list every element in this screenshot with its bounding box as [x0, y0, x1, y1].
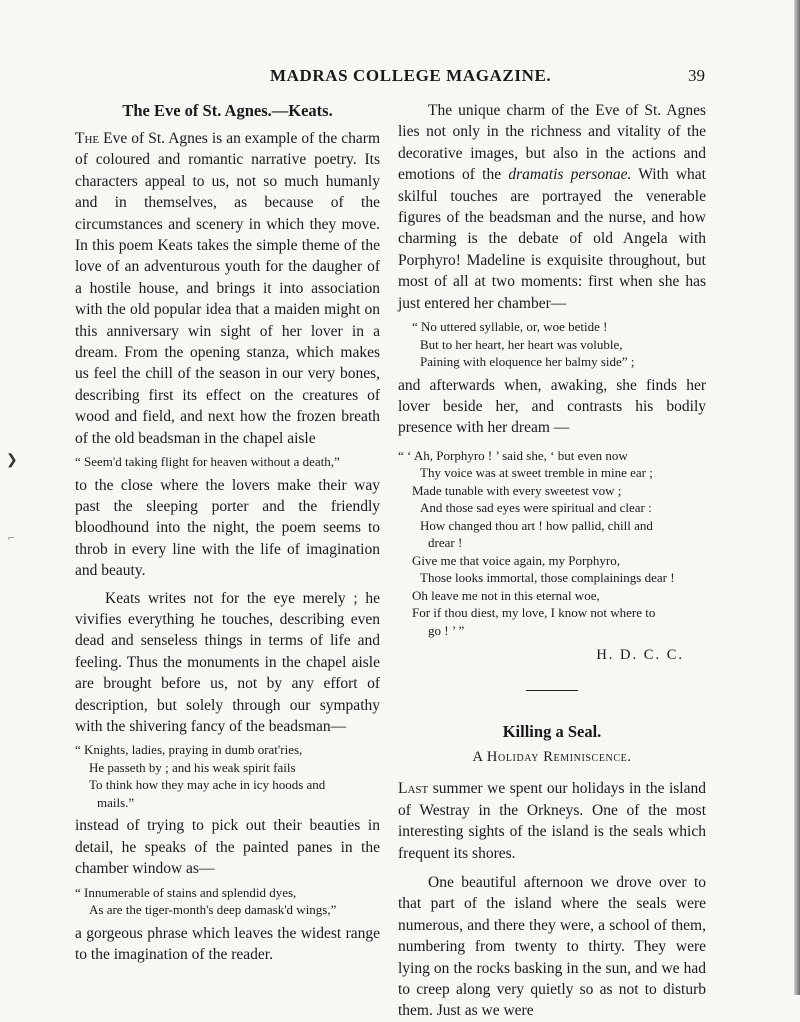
seal-paragraph-1 — [398, 778, 706, 864]
quote-1 — [75, 453, 380, 471]
paragraph-1 — [75, 128, 380, 449]
quote-line: He passeth by ; and his weak spirit fails — [89, 759, 296, 775]
article-subtitle: A Holiday Reminiscence. — [472, 749, 632, 766]
quote-line: go ! ’ ” — [428, 622, 465, 638]
quote-line: mails.” — [97, 794, 135, 810]
paragraph-1-text: Eve of St. Agnes is an example of the charm of coloured and romantic narrative poetry. Its characters appeal to us, not so much humanly and in themselves, as because of the circumstances and scenery in which they move. In this poem Keats takes the simple theme of the love of an adventurous youth for the daugher of a hostile house, and brings it into association with the old popular idea that a maiden might on this anniversary win sight of her lover in a dream. From the opening stanza, which makes us feel the chill of the season in our very bones, describing first its effect on the creatures of wood and field, and next how the frozen breath of the old beadsman in the chapel aisle — [75, 130, 380, 447]
quote-line: “ Knights, ladies, praying in dumb orat'ries, — [75, 742, 303, 758]
paragraph-7: and afterwards when, awaking, she finds her lover beside her, and contrasts his bodily presence with her dream — — [398, 376, 706, 437]
quote-line: “ Innumerable of stains and splendid dyes, — [75, 884, 297, 900]
quote-line: For if thou diest, my love, I know not where to — [412, 605, 656, 621]
article-title-killing-a-seal: Killing a Seal. — [502, 722, 602, 742]
quote-line: How changed thou art ! how pallid, chill and — [420, 517, 653, 533]
quote-line: “ ‘ Ah, Porphyro ! ’ said she, ‘ but even now — [398, 447, 628, 463]
quote-line: Made tunable with every sweetest vow ; — [412, 482, 622, 498]
quote-5 — [398, 447, 706, 640]
quote-line: Oh leave me not in this eternal woe, — [412, 587, 600, 603]
quote-line: “ Seem'd taking flight for heaven without a death,” — [75, 454, 340, 470]
paragraph-6-text-b: With what skilful touches are portrayed the venerable figures of the beadsman and the nurse, and how charming is the debate of old Angela with Porphyro! Madeline is exquisite throughout, but most of all at two moments: first when she has just entered her chamber— — [398, 166, 706, 312]
author-signature: H. D. C. C. — [596, 647, 684, 664]
quote-2 — [75, 741, 380, 811]
margin-mark: ❯ — [6, 453, 18, 468]
article-title-eve-of-st-agnes: The Eve of St. Agnes.—Keats. — [122, 101, 333, 120]
left-column — [75, 100, 380, 966]
seal-paragraph-2: One beautiful afternoon we drove over to that part of the island where the seals were numerous, and there they were, a school of them, numbering from twenty to thirty. They were lying on the rocks basking in the sun, and we had to creep along very quietly so as not to disturb them. Just as we were — [398, 873, 706, 1020]
page-edge-shadow — [794, 0, 800, 995]
quote-3 — [75, 884, 380, 919]
seal-paragraph-1-text: summer we spent our holidays in the island of Westray in the Orkneys. One of the most interesting sights of the island is the seals which frequent its shores. — [398, 780, 706, 862]
emphasis-dramatis-personae: dramatis personae. — [508, 166, 632, 184]
quote-line: And those sad eyes were spiritual and clear : — [420, 500, 652, 516]
quote-line: As are the tiger-month's deep damask'd wings,” — [89, 902, 337, 918]
right-column — [398, 100, 706, 1022]
quote-line: Those looks immortal, those complainings dear ! — [420, 570, 675, 586]
section-divider — [526, 690, 578, 691]
quote-4 — [398, 318, 706, 371]
paragraph-4: instead of trying to pick out their beauties in detail, he speaks of the painted panes in the chamber window as— — [75, 817, 380, 878]
margin-mark-small: ⌐ — [8, 532, 15, 544]
paragraph-5: a gorgeous phrase which leaves the widest range to the imagination of the reader. — [75, 924, 380, 964]
paragraph-3: Keats writes not for the eye merely ; he vivifies everything he touches, describing even dead and senseless things in terms of life and feeling. Thus the monuments in the chapel aisle are brought before us, not by any effort of description, but solely through our sympathy with the shivering fancy of the beadsman— — [75, 589, 380, 736]
quote-line: But to her heart, her heart was voluble, — [420, 336, 623, 352]
quote-line: To think how they may ache in icy hoods and — [89, 777, 326, 793]
dropcap-word: Last — [398, 780, 429, 798]
dropcap-word: The — [75, 130, 100, 147]
paragraph-2: to the close where the lovers make their way past the sleeping porter and the friendly bloodhound into the night, the poem seems to throb in every line with the life of imagination and beauty. — [75, 476, 380, 580]
running-head: MADRAS COLLEGE MAGAZINE. — [270, 66, 552, 85]
quote-line: drear ! — [428, 535, 463, 551]
quote-line: Thy voice was at sweet tremble in mine ear ; — [420, 465, 653, 481]
quote-line: Paining with eloquence her balmy side” ; — [420, 354, 635, 370]
paragraph-6-text-a: The unique charm of the Eve of St. Agnes lies not only in the richness and vitality of the decorative images, but also in the actions and emotions of the — [398, 102, 706, 184]
page-number: 39 — [688, 66, 705, 85]
quote-line: “ No uttered syllable, or, woe betide ! — [412, 319, 608, 335]
quote-line: Give me that voice again, my Porphyro, — [412, 552, 620, 568]
paragraph-6 — [398, 100, 706, 314]
